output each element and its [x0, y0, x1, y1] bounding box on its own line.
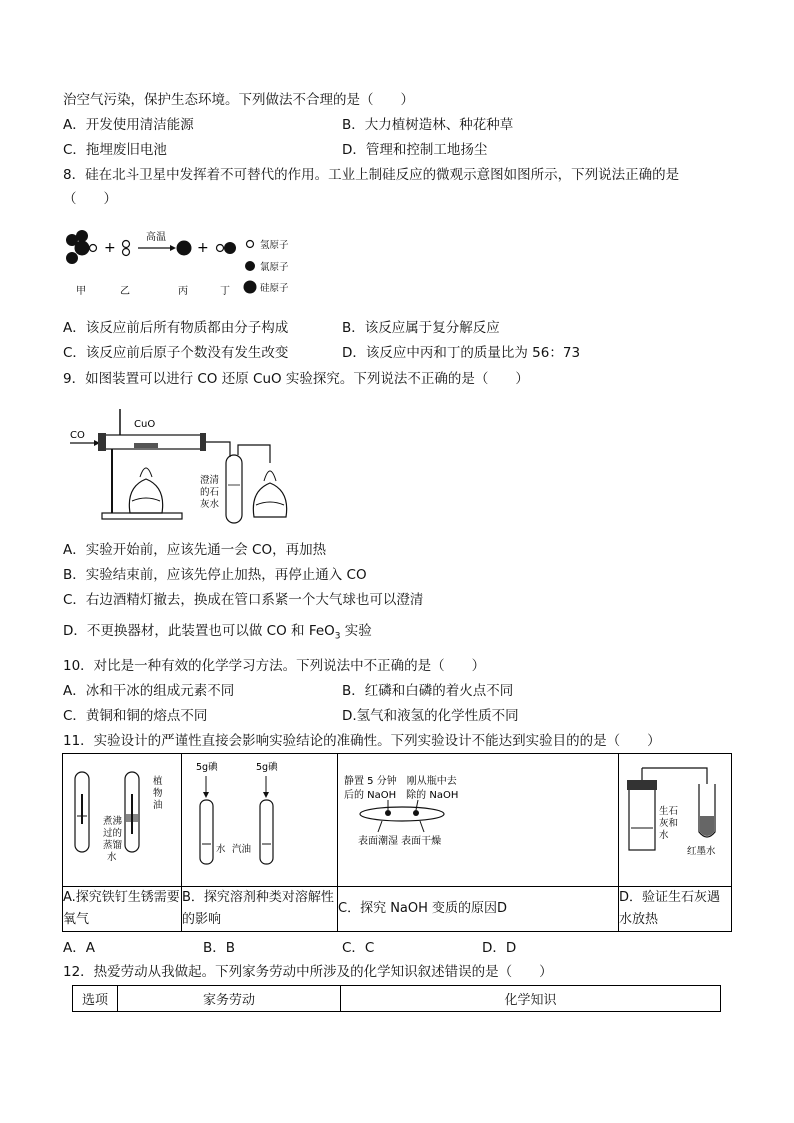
q9-limewater-3: 灰水	[200, 499, 220, 510]
q11-b-water: 水	[216, 844, 226, 855]
q11-b-iodine-2: 5g碘	[256, 762, 278, 773]
q12-table	[72, 985, 721, 1012]
q8-label-jia: 甲	[76, 286, 86, 297]
q11-answer-a: A．A	[63, 940, 95, 956]
q11-d-lime-3: 水	[659, 830, 669, 841]
q11-a-water-2: 过的	[103, 828, 123, 839]
q10-stem: 10．对比是一种有效的化学学习方法。下列说法中不正确的是（ ）	[63, 658, 486, 674]
q11-b-iodine-1: 5g碘	[196, 762, 218, 773]
q11-caption-d: D．验证生石灰遇水放热	[619, 887, 732, 932]
q8-paren: （ ）	[63, 191, 117, 207]
q9-co-label: CO	[70, 430, 85, 441]
q8-condition: 高温	[146, 232, 166, 243]
q11-figure-d	[619, 754, 732, 887]
q8-legend-si: 硅原子	[260, 283, 289, 294]
q7-option-b: B．大力植树造林、种花种草	[342, 117, 514, 133]
q8-label-bing: 丙	[178, 286, 188, 297]
q11-a-water-4: 水	[107, 852, 117, 863]
q9-option-a: A．实验开始前，应该先通一会 CO，再加热	[63, 542, 327, 558]
q11-c-top-2: 后的 NaOH 除的 NaOH	[344, 790, 459, 801]
q11-b-gasoline: 汽油	[232, 844, 252, 855]
q7-stem: 治空气污染，保护生态环境。下列做法不合理的是（ ）	[63, 92, 414, 108]
q12-header-knowledge: 化学知识	[341, 986, 721, 1012]
q11-d-lime-2: 灰和	[659, 818, 679, 829]
q8-stem: 8．硅在北斗卫星中发挥着不可替代的作用。工业上制硅反应的微观示意图如图所示，下列说法正确的是	[63, 167, 680, 183]
q11-answer-c: C．C	[342, 940, 375, 956]
q8-option-b: B．该反应属于复分解反应	[342, 320, 500, 336]
q11-a-oil-2: 物	[153, 788, 163, 799]
q11-c-bottom: 表面潮湿 表面干燥	[358, 836, 442, 847]
q11-caption-c: C．探究 NaOH 变质的原因D	[338, 887, 619, 932]
q9-option-c: C．右边酒精灯撤去，换成在管口系紧一个大气球也可以澄清	[63, 592, 424, 608]
q8-option-c: C．该反应前后原子个数没有发生改变	[63, 345, 289, 361]
q12-header-option: 选项	[73, 986, 118, 1012]
q9-limewater-2: 的石	[200, 487, 220, 498]
q11-figure-a	[63, 754, 182, 887]
q8-legend-cl: 氯原子	[260, 262, 289, 273]
q10-option-d: D.氢气和液氢的化学性质不同	[342, 708, 519, 724]
q9-option-d: D．不更换器材，此装置也可以做 CO 和 FeO$_3$ 实验	[63, 623, 372, 642]
q11-a-oil-3: 油	[153, 800, 163, 811]
q11-caption-a: A.探究铁钉生锈需要氧气	[63, 887, 182, 932]
q8-option-a: A．该反应前后所有物质都由分子构成	[63, 320, 289, 336]
q9-option-b: B．实验结束前，应该先停止加热，再停止通入 CO	[63, 567, 367, 583]
q8-legend-h: 氢原子	[260, 240, 289, 251]
q11-d-ink: 红墨水	[687, 846, 716, 857]
q11-a-oil-1: 植	[153, 776, 163, 787]
q9-stem: 9．如图装置可以进行 CO 还原 CuO 实验探究。下列说法不正确的是（ ）	[63, 371, 529, 387]
q11-c-top-1: 静置 5 分钟 刚从瓶中去	[344, 776, 457, 787]
q10-option-c: C．黄铜和铜的熔点不同	[63, 708, 208, 724]
svg-text:+: +	[197, 240, 209, 256]
q11-caption-b: B．探究溶剂种类对溶解性的影响	[182, 887, 338, 932]
q8-reaction-diagram	[60, 228, 310, 300]
q11-experiment-table	[62, 753, 732, 932]
q11-figure-b	[182, 754, 338, 887]
q7-option-d: D．管理和控制工地扬尘	[342, 142, 488, 158]
q9-apparatus-diagram	[62, 405, 312, 525]
q8-label-yi: 乙	[120, 286, 130, 297]
q11-a-water-3: 蒸馏	[103, 840, 123, 851]
q7-option-c: C．拖埋废旧电池	[63, 142, 167, 158]
q9-limewater-1: 澄清	[200, 475, 220, 486]
q11-stem: 11．实验设计的严谨性直接会影响实验结论的准确性。下列实验设计不能达到实验目的的是（ ）	[63, 733, 661, 749]
q11-figure-c	[338, 754, 619, 887]
q9-cuo-label: CuO	[134, 419, 156, 430]
q8-label-ding: 丁	[220, 286, 230, 297]
q11-d-lime-1: 生石	[659, 806, 679, 817]
q7-option-a: A．开发使用清洁能源	[63, 117, 194, 133]
q11-answer-b: B．B	[203, 940, 236, 956]
q11-a-water-1: 煮沸	[103, 816, 123, 827]
q11-answer-d: D．D	[482, 940, 517, 956]
svg-text:+: +	[104, 240, 116, 256]
q10-option-b: B．红磷和白磷的着火点不同	[342, 683, 514, 699]
q8-option-d: D．该反应中丙和丁的质量比为 56：73	[342, 345, 581, 361]
q10-option-a: A．冰和干冰的组成元素不同	[63, 683, 235, 699]
q12-stem: 12．热爱劳动从我做起。下列家务劳动中所涉及的化学知识叙述错误的是（ ）	[63, 964, 553, 980]
q12-header-chore: 家务劳动	[118, 986, 341, 1012]
